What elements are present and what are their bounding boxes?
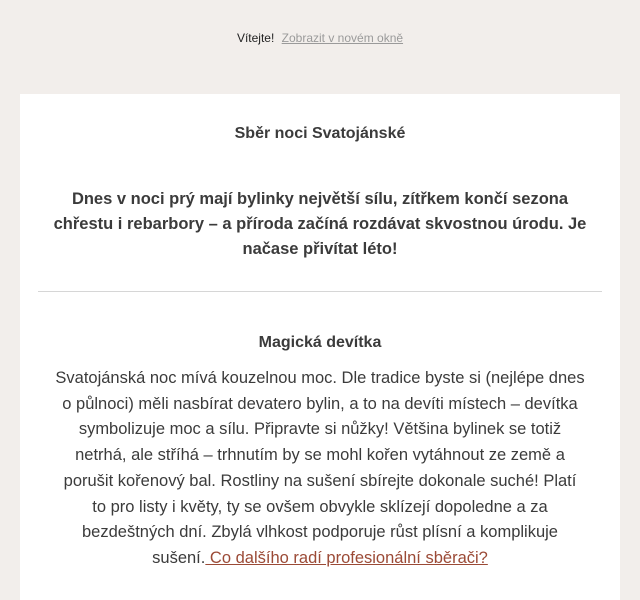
newsletter-title: Sběr noci Svatojánské <box>234 125 406 142</box>
section-body <box>55 366 585 572</box>
preheader <box>0 31 640 45</box>
section-body-text: Svatojánská noc mívá kouzelnou moc. Dle tradice byste si (nejlépe dnes o půlnoci) měli nasbírat devatero bylin, a to na devíti místech – devítka symbolizuje moc a sílu. Připravte si nůžky! Většina bylinek se totiž netrhá, ale stříhá – trhnutím by se mohl kořen vytáhnout ze země a porušit kořenový bal. Rostliny na sušení sbírejte dokonale suché! Platí to pro listy i květy, ty se ovšem obvykle sklízejí dopoledne a za bezdeštných dní. Zbylá vlhkost podporuje růst plísní a komplikuje sušení. <box>55 369 585 567</box>
welcome-text: Vítejte! <box>236 31 275 45</box>
view-in-new-window-link[interactable]: Zobrazit v novém okně <box>281 31 404 45</box>
divider <box>38 291 602 292</box>
section-title: Magická devítka <box>258 334 382 351</box>
newsletter-card <box>20 94 620 600</box>
read-more-link[interactable]: Co dalšího radí profesionální sběrači? <box>205 548 488 567</box>
preheader-bar <box>0 0 640 94</box>
lead-paragraph: Dnes v noci prý mají bylinky největší sílu, zítřkem končí sezona chřestu i rebarbory – a příroda začíná rozdávat skvostnou úrodu. Je načase přivítat léto! <box>53 190 587 258</box>
